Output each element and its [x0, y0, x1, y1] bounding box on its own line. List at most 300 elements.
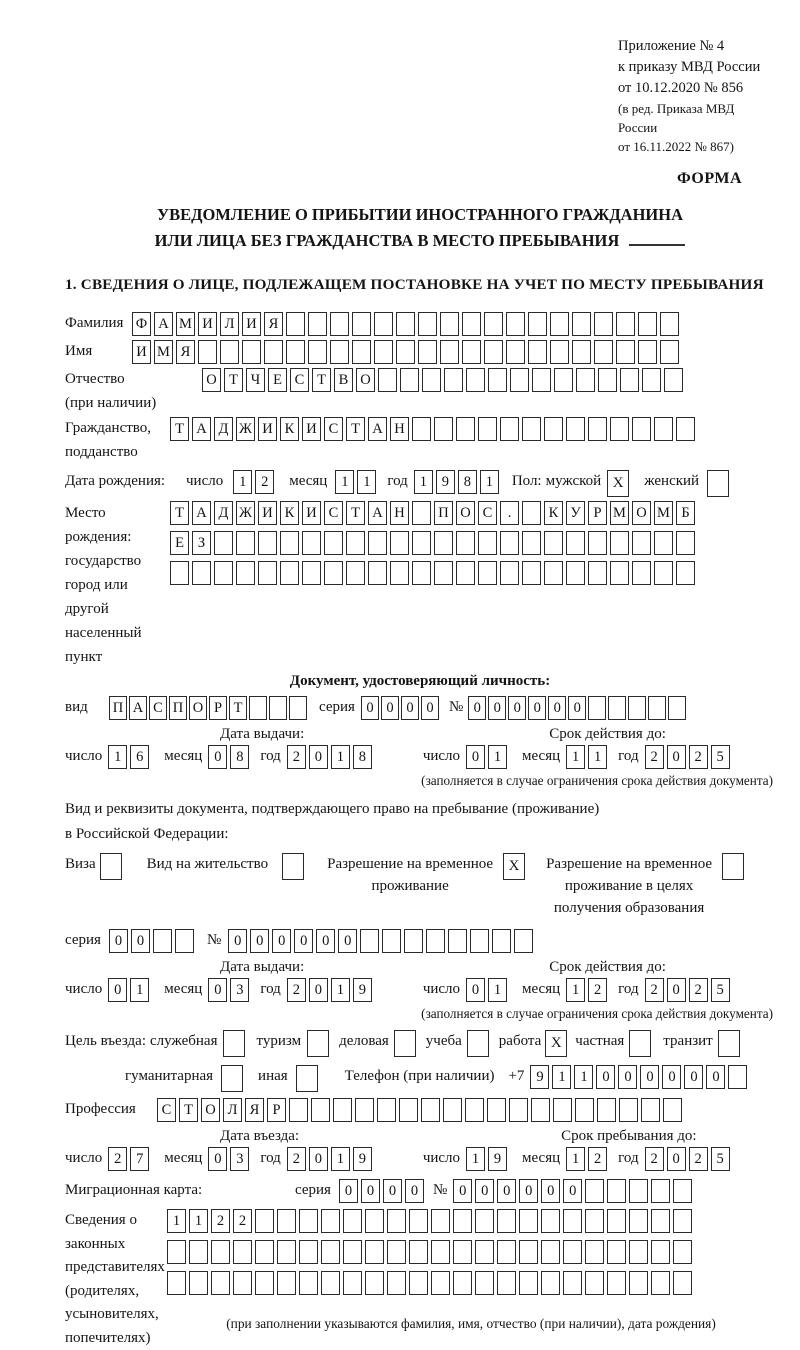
char-cell[interactable]: А — [129, 696, 147, 720]
char-cell[interactable] — [296, 1065, 318, 1092]
char-cell[interactable]: 1 — [566, 978, 585, 1002]
char-cell[interactable] — [324, 561, 343, 585]
char-cell[interactable] — [528, 312, 547, 336]
char-cell[interactable]: Ж — [236, 501, 255, 525]
char-cell[interactable] — [453, 1209, 472, 1233]
char-cell[interactable] — [676, 417, 695, 441]
char-cell[interactable] — [648, 696, 666, 720]
char-cell[interactable] — [321, 1209, 340, 1233]
char-cell[interactable] — [387, 1209, 406, 1233]
char-cell[interactable] — [390, 531, 409, 555]
char-cell[interactable] — [597, 1098, 616, 1122]
char-cell[interactable]: 2 — [588, 1147, 607, 1171]
char-cell[interactable]: 0 — [528, 696, 546, 720]
char-cell[interactable] — [198, 340, 217, 364]
char-cell[interactable] — [478, 417, 497, 441]
char-cell[interactable] — [308, 340, 327, 364]
char-cell[interactable]: 2 — [255, 470, 274, 494]
char-cell[interactable]: А — [192, 417, 211, 441]
char-cell[interactable] — [189, 1240, 208, 1264]
char-cell[interactable]: 1 — [566, 745, 585, 769]
char-cell[interactable] — [233, 1240, 252, 1264]
char-cell[interactable]: 2 — [287, 1147, 306, 1171]
char-cell[interactable] — [352, 312, 371, 336]
char-cell[interactable] — [673, 1271, 692, 1295]
char-cell[interactable] — [563, 1271, 582, 1295]
char-cell[interactable]: И — [258, 501, 277, 525]
char-cell[interactable] — [566, 531, 585, 555]
char-cell[interactable]: 2 — [645, 1147, 664, 1171]
char-cell[interactable] — [528, 340, 547, 364]
char-cell[interactable]: 5 — [711, 1147, 730, 1171]
char-cell[interactable]: П — [109, 696, 127, 720]
char-cell[interactable] — [214, 531, 233, 555]
char-cell[interactable] — [365, 1209, 384, 1233]
char-cell[interactable]: Ж — [236, 417, 255, 441]
char-cell[interactable] — [532, 368, 551, 392]
char-cell[interactable] — [365, 1240, 384, 1264]
char-cell[interactable]: 0 — [596, 1065, 615, 1089]
char-cell[interactable]: Т — [229, 696, 247, 720]
char-cell[interactable] — [404, 929, 423, 953]
char-cell[interactable]: 6 — [130, 745, 149, 769]
char-cell[interactable]: 1 — [167, 1209, 186, 1233]
char-cell[interactable] — [167, 1271, 186, 1295]
char-cell[interactable]: 1 — [331, 745, 350, 769]
char-cell[interactable] — [585, 1240, 604, 1264]
char-cell[interactable] — [167, 1240, 186, 1264]
char-cell[interactable]: 2 — [108, 1147, 127, 1171]
char-cell[interactable]: 0 — [309, 1147, 328, 1171]
char-cell[interactable] — [412, 561, 431, 585]
char-cell[interactable] — [484, 340, 503, 364]
char-cell[interactable] — [467, 1030, 489, 1057]
char-cell[interactable] — [673, 1209, 692, 1233]
char-cell[interactable] — [308, 312, 327, 336]
char-cell[interactable]: О — [201, 1098, 220, 1122]
char-cell[interactable] — [440, 340, 459, 364]
char-cell[interactable] — [387, 1271, 406, 1295]
char-cell[interactable] — [585, 1271, 604, 1295]
char-cell[interactable] — [412, 417, 431, 441]
char-cell[interactable] — [641, 1098, 660, 1122]
char-cell[interactable] — [506, 340, 525, 364]
char-cell[interactable]: 1 — [335, 470, 354, 494]
char-cell[interactable] — [233, 1271, 252, 1295]
char-cell[interactable]: 2 — [689, 745, 708, 769]
char-cell[interactable]: 9 — [488, 1147, 507, 1171]
char-cell[interactable]: 2 — [689, 1147, 708, 1171]
char-cell[interactable] — [598, 368, 617, 392]
char-cell[interactable] — [448, 929, 467, 953]
char-cell[interactable] — [638, 340, 657, 364]
char-cell[interactable] — [588, 696, 606, 720]
char-cell[interactable] — [368, 561, 387, 585]
char-cell[interactable]: Т — [170, 501, 189, 525]
char-cell[interactable] — [462, 312, 481, 336]
char-cell[interactable] — [214, 561, 233, 585]
char-cell[interactable]: 2 — [588, 978, 607, 1002]
char-cell[interactable]: 0 — [383, 1179, 402, 1203]
char-cell[interactable]: А — [192, 501, 211, 525]
char-cell[interactable]: 1 — [189, 1209, 208, 1233]
char-cell[interactable]: 8 — [230, 745, 249, 769]
char-cell[interactable] — [654, 561, 673, 585]
char-cell[interactable] — [346, 531, 365, 555]
char-cell[interactable] — [531, 1098, 550, 1122]
char-cell[interactable] — [280, 561, 299, 585]
char-cell[interactable] — [409, 1271, 428, 1295]
char-cell[interactable] — [497, 1209, 516, 1233]
char-cell[interactable]: 1 — [331, 1147, 350, 1171]
char-cell[interactable] — [302, 561, 321, 585]
char-cell[interactable]: X — [607, 470, 629, 497]
char-cell[interactable] — [608, 696, 626, 720]
char-cell[interactable]: Л — [220, 312, 239, 336]
char-cell[interactable] — [651, 1209, 670, 1233]
char-cell[interactable] — [302, 531, 321, 555]
char-cell[interactable] — [390, 561, 409, 585]
char-cell[interactable] — [514, 929, 533, 953]
char-cell[interactable]: 0 — [497, 1179, 516, 1203]
char-cell[interactable] — [100, 853, 122, 880]
char-cell[interactable] — [651, 1179, 670, 1203]
char-cell[interactable]: О — [202, 368, 221, 392]
char-cell[interactable]: 0 — [381, 696, 399, 720]
char-cell[interactable]: 0 — [706, 1065, 725, 1089]
char-cell[interactable]: 1 — [488, 978, 507, 1002]
char-cell[interactable] — [509, 1098, 528, 1122]
char-cell[interactable]: 0 — [109, 929, 128, 953]
char-cell[interactable] — [607, 1209, 626, 1233]
char-cell[interactable]: 0 — [684, 1065, 703, 1089]
char-cell[interactable]: К — [280, 417, 299, 441]
char-cell[interactable] — [299, 1271, 318, 1295]
char-cell[interactable]: 0 — [401, 696, 419, 720]
char-cell[interactable] — [249, 696, 267, 720]
char-cell[interactable] — [255, 1209, 274, 1233]
char-cell[interactable]: 9 — [436, 470, 455, 494]
char-cell[interactable] — [610, 531, 629, 555]
char-cell[interactable]: 1 — [331, 978, 350, 1002]
char-cell[interactable] — [374, 312, 393, 336]
char-cell[interactable] — [660, 340, 679, 364]
char-cell[interactable]: П — [434, 501, 453, 525]
char-cell[interactable] — [175, 929, 194, 953]
char-cell[interactable] — [607, 1179, 626, 1203]
char-cell[interactable]: 1 — [414, 470, 433, 494]
char-cell[interactable]: 0 — [508, 696, 526, 720]
char-cell[interactable] — [664, 368, 683, 392]
char-cell[interactable] — [377, 1098, 396, 1122]
char-cell[interactable] — [500, 531, 519, 555]
char-cell[interactable] — [255, 1271, 274, 1295]
char-cell[interactable] — [519, 1271, 538, 1295]
char-cell[interactable] — [258, 531, 277, 555]
char-cell[interactable] — [431, 1209, 450, 1233]
char-cell[interactable] — [277, 1240, 296, 1264]
char-cell[interactable] — [638, 312, 657, 336]
char-cell[interactable] — [519, 1209, 538, 1233]
char-cell[interactable] — [412, 531, 431, 555]
char-cell[interactable]: Ч — [246, 368, 265, 392]
char-cell[interactable] — [616, 312, 635, 336]
char-cell[interactable]: X — [503, 853, 525, 880]
char-cell[interactable] — [663, 1098, 682, 1122]
char-cell[interactable]: 1 — [574, 1065, 593, 1089]
char-cell[interactable] — [522, 501, 541, 525]
char-cell[interactable]: 5 — [711, 745, 730, 769]
char-cell[interactable]: 0 — [548, 696, 566, 720]
char-cell[interactable]: Я — [264, 312, 283, 336]
char-cell[interactable] — [544, 417, 563, 441]
char-cell[interactable] — [629, 1271, 648, 1295]
char-cell[interactable]: 2 — [689, 978, 708, 1002]
char-cell[interactable] — [343, 1240, 362, 1264]
char-cell[interactable] — [673, 1179, 692, 1203]
char-cell[interactable]: X — [545, 1030, 567, 1057]
char-cell[interactable] — [610, 417, 629, 441]
char-cell[interactable]: 0 — [272, 929, 291, 953]
char-cell[interactable] — [629, 1240, 648, 1264]
char-cell[interactable] — [422, 368, 441, 392]
char-cell[interactable]: Т — [224, 368, 243, 392]
char-cell[interactable] — [236, 561, 255, 585]
char-cell[interactable]: Е — [268, 368, 287, 392]
char-cell[interactable]: 0 — [466, 745, 485, 769]
char-cell[interactable] — [500, 417, 519, 441]
char-cell[interactable] — [355, 1098, 374, 1122]
char-cell[interactable] — [541, 1240, 560, 1264]
char-cell[interactable]: О — [632, 501, 651, 525]
char-cell[interactable]: 1 — [130, 978, 149, 1002]
char-cell[interactable]: 2 — [645, 978, 664, 1002]
char-cell[interactable]: 0 — [361, 1179, 380, 1203]
char-cell[interactable] — [668, 696, 686, 720]
char-cell[interactable] — [506, 312, 525, 336]
char-cell[interactable] — [453, 1271, 472, 1295]
char-cell[interactable] — [409, 1209, 428, 1233]
char-cell[interactable] — [412, 501, 431, 525]
char-cell[interactable]: Д — [214, 417, 233, 441]
char-cell[interactable] — [588, 417, 607, 441]
char-cell[interactable]: 1 — [588, 745, 607, 769]
char-cell[interactable] — [550, 312, 569, 336]
char-cell[interactable]: 1 — [488, 745, 507, 769]
char-cell[interactable]: 0 — [662, 1065, 681, 1089]
char-cell[interactable] — [365, 1271, 384, 1295]
char-cell[interactable]: М — [610, 501, 629, 525]
char-cell[interactable] — [269, 696, 287, 720]
char-cell[interactable] — [588, 561, 607, 585]
char-cell[interactable] — [607, 1271, 626, 1295]
char-cell[interactable] — [223, 1030, 245, 1057]
char-cell[interactable] — [566, 417, 585, 441]
char-cell[interactable] — [289, 1098, 308, 1122]
char-cell[interactable] — [585, 1179, 604, 1203]
char-cell[interactable] — [550, 340, 569, 364]
char-cell[interactable]: 0 — [541, 1179, 560, 1203]
char-cell[interactable] — [396, 312, 415, 336]
char-cell[interactable] — [676, 531, 695, 555]
char-cell[interactable]: 0 — [309, 978, 328, 1002]
char-cell[interactable]: О — [189, 696, 207, 720]
char-cell[interactable] — [619, 1098, 638, 1122]
char-cell[interactable] — [610, 561, 629, 585]
char-cell[interactable]: 2 — [287, 978, 306, 1002]
char-cell[interactable]: 1 — [108, 745, 127, 769]
char-cell[interactable]: 0 — [208, 1147, 227, 1171]
char-cell[interactable]: Р — [209, 696, 227, 720]
char-cell[interactable]: К — [544, 501, 563, 525]
char-cell[interactable]: 8 — [458, 470, 477, 494]
char-cell[interactable]: 0 — [208, 978, 227, 1002]
char-cell[interactable] — [484, 312, 503, 336]
char-cell[interactable]: С — [478, 501, 497, 525]
char-cell[interactable] — [585, 1209, 604, 1233]
char-cell[interactable] — [651, 1240, 670, 1264]
char-cell[interactable]: 1 — [466, 1147, 485, 1171]
char-cell[interactable]: О — [356, 368, 375, 392]
char-cell[interactable]: З — [192, 531, 211, 555]
char-cell[interactable]: 0 — [309, 745, 328, 769]
char-cell[interactable]: И — [242, 312, 261, 336]
char-cell[interactable] — [544, 531, 563, 555]
char-cell[interactable] — [632, 561, 651, 585]
char-cell[interactable] — [465, 1098, 484, 1122]
char-cell[interactable]: У — [566, 501, 585, 525]
char-cell[interactable] — [421, 1098, 440, 1122]
char-cell[interactable] — [418, 340, 437, 364]
char-cell[interactable] — [426, 929, 445, 953]
char-cell[interactable]: 7 — [130, 1147, 149, 1171]
char-cell[interactable] — [510, 368, 529, 392]
char-cell[interactable]: Т — [346, 417, 365, 441]
char-cell[interactable]: 0 — [563, 1179, 582, 1203]
char-cell[interactable]: 0 — [316, 929, 335, 953]
char-cell[interactable]: 9 — [353, 1147, 372, 1171]
char-cell[interactable] — [399, 1098, 418, 1122]
char-cell[interactable] — [387, 1240, 406, 1264]
char-cell[interactable] — [189, 1271, 208, 1295]
char-cell[interactable] — [456, 417, 475, 441]
char-cell[interactable]: 1 — [566, 1147, 585, 1171]
char-cell[interactable] — [497, 1240, 516, 1264]
char-cell[interactable]: 1 — [233, 470, 252, 494]
char-cell[interactable]: С — [324, 501, 343, 525]
char-cell[interactable]: 0 — [667, 978, 686, 1002]
char-cell[interactable] — [311, 1098, 330, 1122]
char-cell[interactable] — [192, 561, 211, 585]
char-cell[interactable] — [651, 1271, 670, 1295]
char-cell[interactable] — [286, 312, 305, 336]
char-cell[interactable] — [396, 340, 415, 364]
char-cell[interactable] — [475, 1209, 494, 1233]
char-cell[interactable] — [321, 1240, 340, 1264]
char-cell[interactable]: 0 — [519, 1179, 538, 1203]
char-cell[interactable]: 0 — [468, 696, 486, 720]
char-cell[interactable] — [343, 1209, 362, 1233]
char-cell[interactable] — [282, 853, 304, 880]
char-cell[interactable] — [418, 312, 437, 336]
char-cell[interactable] — [330, 340, 349, 364]
char-cell[interactable] — [321, 1271, 340, 1295]
char-cell[interactable]: Я — [245, 1098, 264, 1122]
char-cell[interactable]: Я — [176, 340, 195, 364]
char-cell[interactable] — [629, 1179, 648, 1203]
char-cell[interactable]: 0 — [361, 696, 379, 720]
char-cell[interactable]: 0 — [475, 1179, 494, 1203]
char-cell[interactable] — [343, 1271, 362, 1295]
char-cell[interactable] — [434, 561, 453, 585]
char-cell[interactable] — [478, 561, 497, 585]
char-cell[interactable] — [616, 340, 635, 364]
char-cell[interactable] — [620, 368, 639, 392]
char-cell[interactable] — [431, 1271, 450, 1295]
char-cell[interactable] — [286, 340, 305, 364]
char-cell[interactable]: Н — [390, 501, 409, 525]
char-cell[interactable]: О — [456, 501, 475, 525]
char-cell[interactable]: А — [154, 312, 173, 336]
char-cell[interactable] — [594, 340, 613, 364]
char-cell[interactable] — [277, 1271, 296, 1295]
char-cell[interactable] — [673, 1240, 692, 1264]
char-cell[interactable] — [434, 531, 453, 555]
char-cell[interactable] — [434, 417, 453, 441]
char-cell[interactable] — [629, 1030, 651, 1057]
char-cell[interactable] — [280, 531, 299, 555]
char-cell[interactable]: И — [302, 501, 321, 525]
char-cell[interactable] — [324, 531, 343, 555]
char-cell[interactable] — [352, 340, 371, 364]
char-cell[interactable] — [153, 929, 172, 953]
char-cell[interactable] — [572, 340, 591, 364]
char-cell[interactable]: Т — [346, 501, 365, 525]
char-cell[interactable] — [654, 531, 673, 555]
char-cell[interactable] — [374, 340, 393, 364]
char-cell[interactable] — [500, 561, 519, 585]
char-cell[interactable] — [576, 368, 595, 392]
char-cell[interactable]: 0 — [250, 929, 269, 953]
char-cell[interactable] — [632, 531, 651, 555]
char-cell[interactable]: Л — [223, 1098, 242, 1122]
char-cell[interactable] — [497, 1271, 516, 1295]
char-cell[interactable]: М — [154, 340, 173, 364]
char-cell[interactable] — [475, 1271, 494, 1295]
char-cell[interactable] — [289, 696, 307, 720]
char-cell[interactable] — [255, 1240, 274, 1264]
char-cell[interactable]: 0 — [208, 745, 227, 769]
char-cell[interactable]: И — [302, 417, 321, 441]
char-cell[interactable]: 2 — [233, 1209, 252, 1233]
char-cell[interactable]: 0 — [421, 696, 439, 720]
char-cell[interactable] — [264, 340, 283, 364]
char-cell[interactable] — [588, 531, 607, 555]
char-cell[interactable]: 9 — [530, 1065, 549, 1089]
char-cell[interactable]: М — [176, 312, 195, 336]
char-cell[interactable] — [258, 561, 277, 585]
char-cell[interactable] — [629, 1209, 648, 1233]
char-cell[interactable]: И — [132, 340, 151, 364]
char-cell[interactable] — [654, 417, 673, 441]
char-cell[interactable]: 0 — [339, 1179, 358, 1203]
char-cell[interactable]: С — [157, 1098, 176, 1122]
char-cell[interactable]: Р — [588, 501, 607, 525]
char-cell[interactable] — [522, 531, 541, 555]
char-cell[interactable]: . — [500, 501, 519, 525]
char-cell[interactable]: Д — [214, 501, 233, 525]
char-cell[interactable] — [544, 561, 563, 585]
